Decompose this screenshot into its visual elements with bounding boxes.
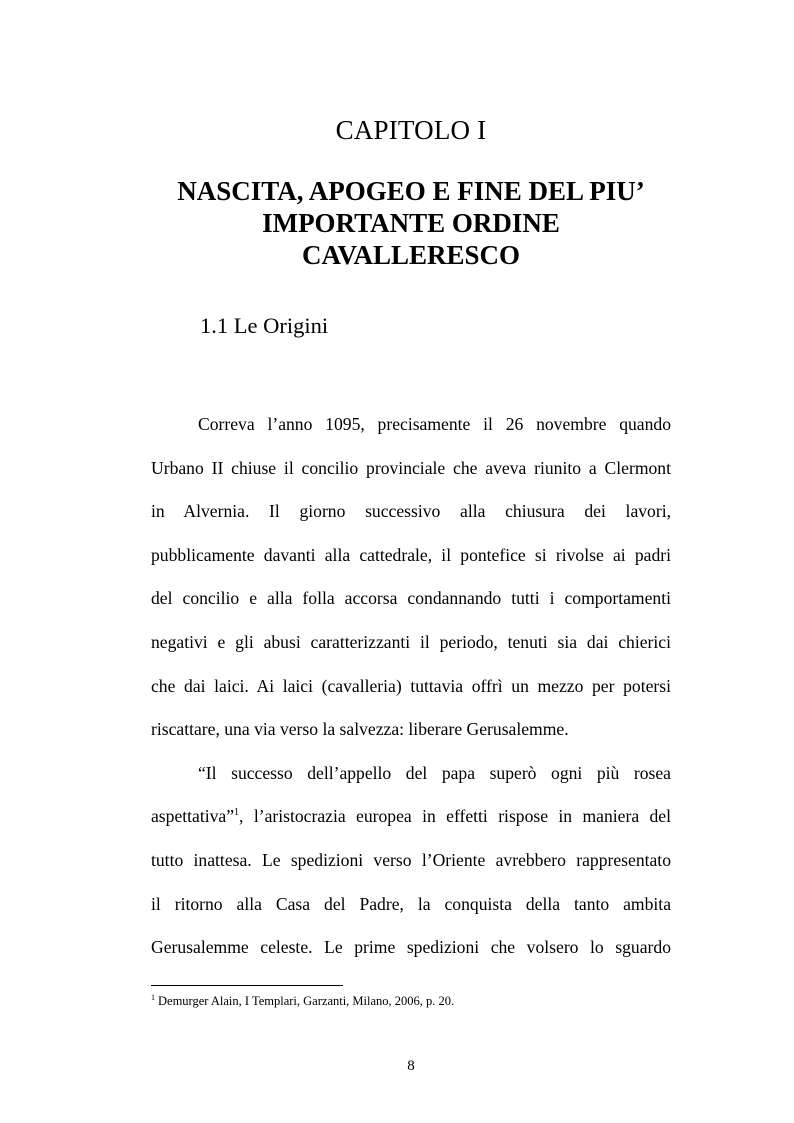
section-heading: 1.1 Le Origini (200, 313, 329, 338)
body-line: “Il successo dell’appello del papa superò ogni più rosea (198, 762, 671, 783)
body-line (151, 800, 671, 844)
body-line: Gerusalemme celeste. Le prime spedizioni che volsero lo sguardo (151, 937, 671, 958)
chapter-title (150, 175, 672, 271)
footnote (151, 993, 454, 1009)
body-line: tutto inattesa. Le spedizioni verso l’Oriente avrebbero rappresentato (151, 849, 671, 870)
body-line: che dai laici. Ai laici (cavalleria) tuttavia offrì un mezzo per potersi (151, 675, 671, 696)
body-line: pubblicamente davanti alla cattedrale, il pontefice si rivolse ai padri (151, 544, 671, 565)
chapter-label: CAPITOLO I (335, 115, 487, 145)
body-line: Urbano II chiuse il concilio provinciale che aveva riunito a Clermont (151, 457, 671, 478)
body-line: Correva l’anno 1095, precisamente il 26 novembre quando (198, 414, 671, 434)
footnote-reference[interactable]: 1 (234, 807, 240, 819)
footnote-number: 1 (151, 992, 155, 1002)
body-line: del concilio e alla folla accorsa condannando tutti i comportamenti (151, 588, 671, 609)
footnote-divider (151, 985, 343, 986)
page-number: 8 (407, 1058, 415, 1074)
body-text (151, 408, 671, 975)
footnote-text: Demurger Alain, I Templari, Garzanti, Milano, 2006, p. 20. (158, 994, 455, 1008)
body-line-rest: , l’aristocrazia europea in effetti rispose in maniera del (239, 806, 671, 827)
body-line: il ritorno alla Casa del Padre, la conquista della tanto ambita (151, 893, 671, 914)
body-line: negativi e gli abusi caratterizzanti il periodo, tenuti sia dai chierici (151, 631, 671, 652)
chapter-title-line: CAVALLERESCO (301, 240, 521, 270)
body-line-start: aspettativa” (151, 806, 235, 827)
chapter-title-line: NASCITA, APOGEO E FINE DEL PIU’ (177, 176, 645, 206)
chapter-title-line: IMPORTANTE ORDINE (262, 208, 560, 238)
body-line: in Alvernia. Il giorno successivo alla chiusura dei lavori, (151, 501, 671, 522)
body-line: riscattare, una via verso la salvezza: liberare Gerusalemme. (151, 719, 569, 740)
